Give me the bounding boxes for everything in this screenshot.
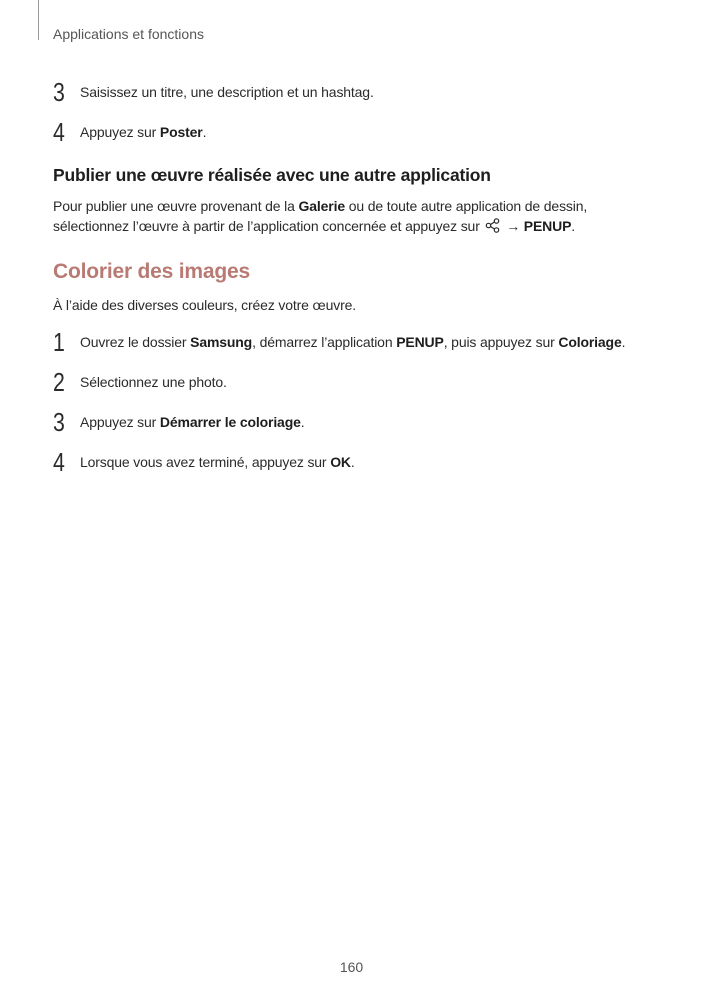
step-text: Lorsque vous avez terminé, appuyez sur OK.: [80, 454, 355, 470]
coloring-step-4: [53, 447, 355, 477]
step-4-top: [53, 117, 206, 147]
step-text: Ouvrez le dossier Samsung, démarrez l’application PENUP, puis appuyez sur Coloriage.: [80, 334, 626, 350]
step-text: Saisissez un titre, une description et un hashtag.: [80, 84, 374, 100]
step-number: 4: [53, 117, 65, 147]
publish-heading: Publier une œuvre réalisée avec une autre application: [53, 165, 491, 185]
step-number: 4: [53, 447, 65, 477]
arrow-icon: →: [502, 218, 524, 234]
header-divider: [38, 0, 39, 40]
step-text: Appuyez sur Démarrer le coloriage.: [80, 414, 305, 430]
coloring-section-title: Colorier des images: [53, 260, 250, 283]
step-number: 3: [53, 77, 65, 107]
galerie-label: Galerie: [298, 198, 345, 214]
step-3-top: [53, 77, 374, 107]
coloring-intro: À l’aide des diverses couleurs, créez votre œuvre.: [53, 297, 356, 313]
step-number: 3: [53, 407, 65, 437]
start-coloring-label: Démarrer le coloriage: [159, 414, 301, 430]
publish-paragraph-line-1: Pour publier une œuvre provenant de la Galerie ou de toute autre application de dessin,: [53, 198, 588, 214]
samsung-label: Samsung: [190, 334, 253, 350]
coloring-step-3: [53, 407, 304, 437]
coloring-step-1: [53, 327, 625, 357]
header-title: Applications et fonctions: [53, 26, 204, 42]
penup-label: PENUP: [523, 218, 572, 234]
step-text: Sélectionnez une photo.: [80, 374, 227, 390]
step-number: 1: [53, 327, 65, 357]
publish-paragraph-line-2: sélectionnez l’œuvre à partir de l’application concernée et appuyez sur → PENUP.: [53, 218, 576, 234]
ok-label: OK: [330, 454, 351, 470]
poster-label: Poster: [159, 124, 203, 140]
penup-label: PENUP: [396, 334, 444, 350]
page-number: 160: [339, 959, 364, 975]
step-text: Appuyez sur Poster.: [80, 124, 207, 140]
coloriage-label: Coloriage: [558, 334, 622, 350]
share-icon: [485, 218, 500, 233]
coloring-step-2: [53, 367, 227, 397]
step-number: 2: [53, 367, 65, 397]
